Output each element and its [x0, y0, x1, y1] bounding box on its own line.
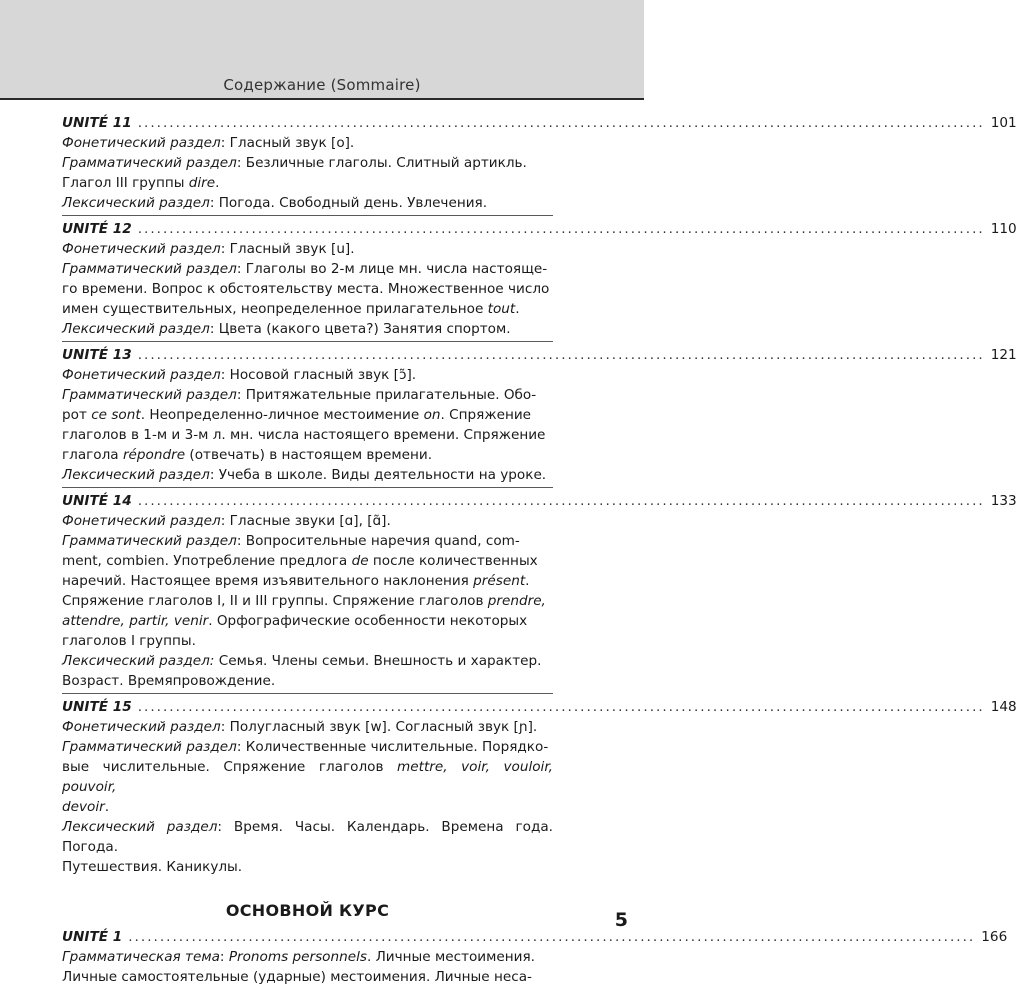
italic-term: tout [487, 301, 516, 317]
toc-text: : Погода. Свободный день. Увлечения. [209, 195, 488, 211]
toc-text: : Гласный звук [o]. [220, 135, 355, 151]
toc-section-unit-14 [62, 491, 1017, 694]
toc-text: наречий. Настоящее время изъявительного наклонения [62, 573, 474, 589]
toc-text: . Неопределенно-личное местоимение [140, 407, 424, 423]
toc-entry-line [62, 345, 1017, 365]
section-label: Лексический раздел [62, 467, 210, 483]
toc-text: . [525, 573, 530, 589]
toc-row [62, 259, 553, 279]
toc-text: вые числительные. Спряжение глаголов [62, 759, 398, 775]
toc-text: . [515, 301, 520, 317]
dot-leader: ...................................................................................................................................... [137, 699, 985, 715]
toc-text: . Личные местоимения. [366, 949, 535, 965]
toc-text: . [215, 175, 220, 191]
toc-section-unit-13 [62, 345, 1017, 488]
section-label: Фонетический раздел [62, 135, 221, 151]
italic-term: attendre, partir, venir [62, 613, 209, 629]
section-label: Грамматический раздел [62, 533, 237, 549]
toc-entry-line [62, 927, 1008, 947]
page-ref: 148 [990, 699, 1017, 715]
toc-row [62, 279, 553, 299]
toc-text: : Гласный звук [u]. [220, 241, 355, 257]
toc-row [62, 591, 553, 611]
toc-row [62, 651, 553, 671]
toc-text: : Вопросительные наречия quand, com- [236, 533, 520, 549]
toc-row [62, 947, 553, 967]
italic-term: mettre, voir, vouloir, pouvoir, [62, 759, 553, 795]
toc-text: : Учеба в школе. Виды деятельности на уроке. [209, 467, 547, 483]
course-heading: ОСНОВНОЙ КУРС [225, 901, 390, 920]
toc-entry-line [62, 219, 1017, 239]
page-ref: 101 [990, 115, 1017, 131]
toc-row [62, 611, 553, 631]
section-label: Фонетический раздел [62, 241, 221, 257]
unit-title: UNITÉ 1 [62, 929, 123, 945]
toc-text: : Безличные глаголы. Слитный артикль. [236, 155, 527, 171]
toc-row [62, 385, 553, 405]
unit-title: UNITÉ 15 [62, 699, 132, 715]
page-ref: 133 [990, 493, 1017, 509]
italic-term: de [351, 553, 369, 569]
toc-text: ment, combien. Употребление предлога [62, 553, 352, 569]
toc-row [62, 299, 553, 319]
toc-section-unit-15 [62, 697, 1017, 879]
toc-text: (отвечать) в настоящем времени. [185, 447, 433, 463]
toc-row [62, 857, 553, 877]
section-label: Грамматический раздел [62, 155, 237, 171]
toc-entry-line [62, 113, 1017, 133]
toc-row [62, 153, 553, 173]
italic-term: ce sont [91, 407, 141, 423]
page-title: Содержание (Sommaire) [223, 76, 421, 94]
dot-leader: ...................................................................................................................................... [137, 493, 985, 509]
toc-row [62, 631, 553, 651]
header-band [0, 0, 644, 100]
page-ref: 110 [990, 221, 1017, 237]
toc-text: : Гласные звуки [ɑ], [ɑ̃]. [220, 513, 391, 529]
italic-term: Pronoms personnels [228, 949, 367, 965]
toc-row [62, 757, 553, 797]
toc-text: Семья. Члены семьи. Внешность и характер. [214, 653, 542, 669]
toc-text: . Спряжение [440, 407, 532, 423]
toc-row [62, 531, 553, 551]
toc-text: глаголов I группы. [62, 633, 196, 649]
toc-text: глаголов в 1-м и 3-м л. мн. числа настоящего времени. Спряжение [62, 427, 546, 443]
toc-row [62, 239, 553, 259]
unit-title: UNITÉ 13 [62, 347, 132, 363]
toc-row [62, 445, 553, 465]
toc-text: : Цвета (какого цвета?) Занятия спортом. [209, 321, 511, 337]
toc-text: . [104, 799, 110, 815]
page-ref: 166 [981, 929, 1008, 945]
toc-text: Глагол III группы [62, 175, 189, 191]
unit-title: UNITÉ 14 [62, 493, 132, 509]
toc-row [62, 365, 553, 385]
toc-row [62, 465, 553, 485]
toc-text: : Глаголы во 2-м лице мн. числа настояще- [236, 261, 548, 277]
toc-entry-line [62, 491, 1017, 511]
unit-title: UNITÉ 11 [62, 115, 132, 131]
toc-text: Личные самостоятельные (ударные) местоимения. Личные неса- [62, 969, 532, 985]
italic-term: on [423, 407, 441, 423]
dot-leader: ...................................................................................................................................... [137, 347, 985, 363]
section-label: Фонетический раздел [62, 719, 221, 735]
toc-row [62, 967, 553, 987]
italic-term: présent [473, 573, 526, 589]
toc-text: : Время. Часы. Календарь. Времена года. Погода. [62, 819, 553, 855]
italic-term: devoir [62, 799, 105, 815]
toc-text: Путешествия. Каникулы. [62, 859, 243, 875]
toc-row [62, 511, 553, 531]
toc-text: глагола [62, 447, 123, 463]
toc-text: Спряжение глаголов I, II и III группы. Спряжение глаголов [62, 593, 488, 609]
toc-text: : Носовой гласный звук [ɔ̃]. [220, 367, 417, 383]
toc-text: : Притяжательные прилагательные. Обо- [236, 387, 537, 403]
section-label: Грамматический раздел [62, 261, 237, 277]
italic-term: prendre, [487, 593, 546, 609]
toc-row [62, 319, 553, 339]
toc-row [62, 717, 553, 737]
section-label: Фонетический раздел [62, 367, 221, 383]
section-label: Лексический раздел [62, 195, 210, 211]
section-label: Грамматический раздел [62, 387, 237, 403]
toc-row [62, 173, 553, 193]
toc-row [62, 405, 553, 425]
toc-text: . Орфографические особенности некоторых [208, 613, 528, 629]
toc-text: го времени. Вопрос к обстоятельству места. Множественное число [62, 281, 550, 297]
italic-term: répondre [122, 447, 186, 463]
page-ref: 121 [990, 347, 1017, 363]
toc-row [62, 737, 553, 757]
toc-row [62, 425, 553, 445]
toc-entry-line [62, 697, 1017, 717]
toc-text: : [219, 949, 229, 965]
section-label: Грамматическая тема [62, 949, 220, 965]
toc-section-unit-11 [62, 113, 1017, 216]
toc-row [62, 571, 553, 591]
toc-row [62, 551, 553, 571]
section-label: Грамматический раздел [62, 739, 237, 755]
toc-row [62, 671, 553, 691]
toc-row [62, 133, 553, 153]
toc-section-course-unit-1 [62, 927, 1008, 989]
toc-text: рот [62, 407, 92, 423]
toc-text: : Количественные числительные. Порядко- [236, 739, 549, 755]
toc-text: Возраст. Времяпровождение. [62, 673, 276, 689]
toc-row [62, 817, 553, 857]
dot-leader: ...................................................................................................................................... [137, 221, 985, 237]
dot-leader: ...................................................................................................................................... [128, 929, 976, 945]
toc-text: имен существительных, неопределенное прилагательное [62, 301, 488, 317]
toc-row [62, 193, 553, 213]
toc-text: : Полугласный звук [w]. Согласный звук [ɲ]. [220, 719, 538, 735]
section-label: Фонетический раздел [62, 513, 221, 529]
toc-section-unit-12 [62, 219, 1017, 342]
page-number: 5 [614, 909, 628, 931]
section-label: Лексический раздел [62, 321, 210, 337]
dot-leader: ...................................................................................................................................... [137, 115, 985, 131]
section-label: Лексический раздел: [62, 653, 215, 669]
table-of-contents [62, 113, 1017, 992]
unit-title: UNITÉ 12 [62, 221, 132, 237]
toc-row [62, 797, 553, 817]
italic-term: dire [188, 175, 216, 191]
toc-text: после количественных [368, 553, 538, 569]
section-label: Лексический раздел [62, 819, 218, 835]
